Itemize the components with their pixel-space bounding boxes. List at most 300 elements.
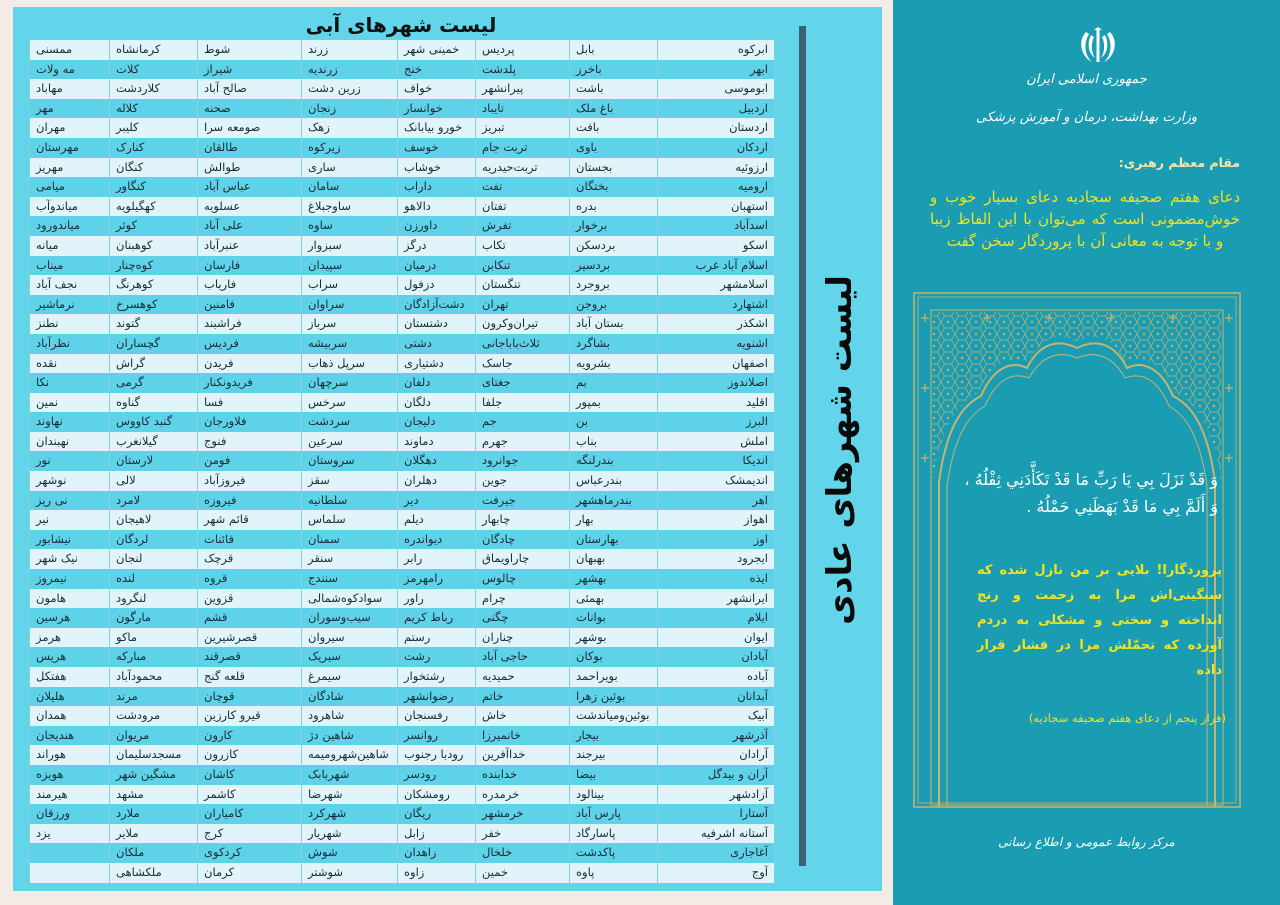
city-cell: پاوه — [570, 863, 658, 883]
table-row — [30, 177, 775, 197]
city-cell: فیروزه — [198, 491, 302, 511]
city-cell: همدان — [30, 706, 110, 726]
city-cell: سرباز — [302, 314, 398, 334]
city-cell: نکا — [30, 373, 110, 393]
city-cell: ساوه — [302, 216, 398, 236]
city-cell: مهر — [30, 99, 110, 119]
city-cell: بندرماهشهر — [570, 491, 658, 511]
city-cell: ایذه — [658, 569, 775, 589]
city-cell: شاهین‌شهرومیمه — [302, 745, 398, 765]
city-cell: بمپور — [570, 393, 658, 413]
table-row — [30, 530, 775, 550]
city-cell: بوئین زهرا — [570, 687, 658, 707]
city-cell: هیرمند — [30, 785, 110, 805]
city-cell: البرز — [658, 412, 775, 432]
city-cell: کوهسرخ — [110, 295, 198, 315]
city-cell: جوانرود — [476, 451, 570, 471]
table-row — [30, 863, 775, 883]
table-row — [30, 549, 775, 569]
city-cell: کرمان — [198, 863, 302, 883]
city-cell: بیجار — [570, 726, 658, 746]
city-cell: شهرضا — [302, 785, 398, 805]
table-row — [30, 471, 775, 491]
table-row — [30, 40, 775, 60]
city-cell: ایوان — [658, 628, 775, 648]
city-cell: پیرانشهر — [476, 79, 570, 99]
city-cell: دیر — [398, 491, 476, 511]
city-cell: بروجرد — [570, 275, 658, 295]
city-cell: ملکشاهی — [110, 863, 198, 883]
city-cell: بندرلنگه — [570, 451, 658, 471]
city-cell: دالاهو — [398, 197, 476, 217]
city-cell: آبیک — [658, 706, 775, 726]
city-cell: لنجان — [110, 549, 198, 569]
city-cell: سپیدان — [302, 256, 398, 276]
city-cell: اردکان — [658, 138, 775, 158]
city-cell: گنبد کاووس — [110, 412, 198, 432]
city-cell: دیلم — [398, 510, 476, 530]
city-cell: اسلام آباد غرب — [658, 256, 775, 276]
city-cell: بناب — [570, 432, 658, 452]
city-cell: اشکذر — [658, 314, 775, 334]
city-cell: بن — [570, 412, 658, 432]
city-cell: هوراند — [30, 745, 110, 765]
city-cell: مرند — [110, 687, 198, 707]
city-cell — [30, 843, 110, 863]
city-cell: آرادان — [658, 745, 775, 765]
city-cell: کردکوی — [198, 843, 302, 863]
city-cell: دهگلان — [398, 451, 476, 471]
city-cell: حاجی آباد — [476, 647, 570, 667]
table-row — [30, 99, 775, 119]
city-cell: شوشتر — [302, 863, 398, 883]
city-cell: هندیجان — [30, 726, 110, 746]
city-cell: گیلانغرب — [110, 432, 198, 452]
city-cell: قصرشیرین — [198, 628, 302, 648]
city-cell: داورزن — [398, 216, 476, 236]
city-cell: سبزوار — [302, 236, 398, 256]
city-cell: خوانسار — [398, 99, 476, 119]
table-row — [30, 491, 775, 511]
city-cell: آذرشهر — [658, 726, 775, 746]
city-cell: جهرم — [476, 432, 570, 452]
city-cell: برخوار — [570, 216, 658, 236]
table-row — [30, 295, 775, 315]
city-cell: داراب — [398, 177, 476, 197]
table-row — [30, 745, 775, 765]
city-cell: رستم — [398, 628, 476, 648]
city-cell: کاشمر — [198, 785, 302, 805]
table-row — [30, 589, 775, 609]
table-row — [30, 667, 775, 687]
city-cell: نجف آباد — [30, 275, 110, 295]
city-cell: تربت جام — [476, 138, 570, 158]
city-cell: شادگان — [302, 687, 398, 707]
city-cell: زنجان — [302, 99, 398, 119]
city-list-panel — [13, 7, 882, 891]
city-cell: خوشاب — [398, 158, 476, 178]
city-cell: نرماشیر — [30, 295, 110, 315]
city-cell: بم — [570, 373, 658, 393]
city-cell: ثلاث‌باباجانی — [476, 334, 570, 354]
table-row — [30, 334, 775, 354]
city-cell: اقلید — [658, 393, 775, 413]
city-cell: نی ریز — [30, 491, 110, 511]
city-cell: گناوه — [110, 393, 198, 413]
city-cell: هامون — [30, 589, 110, 609]
city-cell: دهلران — [398, 471, 476, 491]
table-row — [30, 79, 775, 99]
table-row — [30, 451, 775, 471]
city-cell: خرمشهر — [476, 804, 570, 824]
city-cell: اسدآباد — [658, 216, 775, 236]
city-cell: بردسکن — [570, 236, 658, 256]
city-cell: سروستان — [302, 451, 398, 471]
city-cell: فریدن — [198, 354, 302, 374]
vertical-title — [818, 240, 862, 660]
city-cell: خدابنده — [476, 765, 570, 785]
city-cell: مهاباد — [30, 79, 110, 99]
city-cell: کلات — [110, 60, 198, 80]
city-cell: رودبا رجنوب — [398, 745, 476, 765]
city-cell: بوئین‌ومیاندشت — [570, 706, 658, 726]
city-cell: حمیدیه — [476, 667, 570, 687]
city-cell: سیروان — [302, 628, 398, 648]
city-cell: چابهار — [476, 510, 570, 530]
city-cell: سراوان — [302, 295, 398, 315]
city-cell: فاریاب — [198, 275, 302, 295]
city-cell: نیشابور — [30, 530, 110, 550]
city-cell: بندرعباس — [570, 471, 658, 491]
city-cell: گرمی — [110, 373, 198, 393]
city-cell: تنکابن — [476, 256, 570, 276]
city-cell: جاسک — [476, 354, 570, 374]
city-cell: تربت‌حیدریه — [476, 158, 570, 178]
city-cell: رشت — [398, 647, 476, 667]
city-cell: قرچک — [198, 549, 302, 569]
city-cell: ملکان — [110, 843, 198, 863]
city-cell: قروه — [198, 569, 302, 589]
prayer-citation: (فراز پنجم از دعای هفتم صحیفه سجادیه) — [1028, 711, 1226, 725]
city-cell: شهربابک — [302, 765, 398, 785]
city-cell: مشگین شهر — [110, 765, 198, 785]
table-row — [30, 314, 775, 334]
city-cell: رامهرمز — [398, 569, 476, 589]
city-cell: تهران — [476, 295, 570, 315]
city-cell: سرعین — [302, 432, 398, 452]
city-cell: جلفا — [476, 393, 570, 413]
city-cell: خاتم — [476, 687, 570, 707]
city-cell: بوکان — [570, 647, 658, 667]
city-cell: سلماس — [302, 510, 398, 530]
table-row — [30, 393, 775, 413]
ornamental-arch-frame — [913, 292, 1241, 808]
city-cell: نهاوند — [30, 412, 110, 432]
city-cell: هلیلان — [30, 687, 110, 707]
panel-gap — [882, 0, 893, 905]
city-cell: جوین — [476, 471, 570, 491]
city-cell: اردبیل — [658, 99, 775, 119]
city-cell: فسا — [198, 393, 302, 413]
city-cell: فلاورجان — [198, 412, 302, 432]
city-cell: خفر — [476, 824, 570, 844]
city-cell: کهگیلویه — [110, 197, 198, 217]
table-row — [30, 412, 775, 432]
city-cell: چناران — [476, 628, 570, 648]
city-cell: شهرکرد — [302, 804, 398, 824]
city-cell: آزادشهر — [658, 785, 775, 805]
city-cell: کلاله — [110, 99, 198, 119]
city-cell: عسلویه — [198, 197, 302, 217]
city-cell: فومن — [198, 451, 302, 471]
city-cell: قائنات — [198, 530, 302, 550]
city-cell: بهشهر — [570, 569, 658, 589]
table-row — [30, 726, 775, 746]
city-cell: درمیان — [398, 256, 476, 276]
city-cell: اهر — [658, 491, 775, 511]
city-cell: نیمروز — [30, 569, 110, 589]
city-cell: تیران‌وکرون — [476, 314, 570, 334]
city-cell: گراش — [110, 354, 198, 374]
city-cell: آغاجاری — [658, 843, 775, 863]
city-cell: ایرانشهر — [658, 589, 775, 609]
city-cell: خمین — [476, 863, 570, 883]
city-cell: کازرون — [198, 745, 302, 765]
city-cell: ساری — [302, 158, 398, 178]
city-cell: قزوین — [198, 589, 302, 609]
city-cell: دشتستان — [398, 314, 476, 334]
city-cell: پارس آباد — [570, 804, 658, 824]
table-row — [30, 256, 775, 276]
city-cell: هرمز — [30, 628, 110, 648]
city-cell: هریس — [30, 647, 110, 667]
table-row — [30, 785, 775, 805]
city-cell: پاسارگاد — [570, 824, 658, 844]
city-cell: مشهد — [110, 785, 198, 805]
city-cell: رومشکان — [398, 785, 476, 805]
iran-emblem-icon — [1076, 26, 1120, 66]
city-cell: آران و بیدگل — [658, 765, 775, 785]
city-cell: چالوس — [476, 569, 570, 589]
table-row — [30, 354, 775, 374]
table-row — [30, 275, 775, 295]
city-cell: دلگان — [398, 393, 476, 413]
city-cell: پاکدشت — [570, 843, 658, 863]
city-cell: چادگان — [476, 530, 570, 550]
city-cell: بشاگرد — [570, 334, 658, 354]
city-cell: لردگان — [110, 530, 198, 550]
table-row — [30, 118, 775, 138]
city-cell: عباس آباد — [198, 177, 302, 197]
city-cell: شهریار — [302, 824, 398, 844]
city-cell: اشنویه — [658, 334, 775, 354]
city-cell: لالی — [110, 471, 198, 491]
city-cell: چرام — [476, 589, 570, 609]
city-cell: بهمئی — [570, 589, 658, 609]
table-row — [30, 432, 775, 452]
city-cell: سیمرغ — [302, 667, 398, 687]
city-cell: دلفان — [398, 373, 476, 393]
city-cell: زرین دشت — [302, 79, 398, 99]
city-cell: کاشان — [198, 765, 302, 785]
city-cell: تفت — [476, 177, 570, 197]
city-cell: خوسف — [398, 138, 476, 158]
city-cell: دزفول — [398, 275, 476, 295]
city-cell: قوچان — [198, 687, 302, 707]
city-cell: آباده — [658, 667, 775, 687]
table-row — [30, 824, 775, 844]
table-row — [30, 373, 775, 393]
city-cell: میاندوآب — [30, 197, 110, 217]
city-cell: بهارستان — [570, 530, 658, 550]
table-row — [30, 197, 775, 217]
city-cell: خنج — [398, 60, 476, 80]
city-cell: سربیشه — [302, 334, 398, 354]
city-cell: دشت‌آزادگان — [398, 295, 476, 315]
city-cell: رابر — [398, 549, 476, 569]
table-row — [30, 236, 775, 256]
city-cell: کامیاران — [198, 804, 302, 824]
city-cell: سرچهان — [302, 373, 398, 393]
city-cell: سقز — [302, 471, 398, 491]
city-cell: آبدانان — [658, 687, 775, 707]
city-cell: بویراحمد — [570, 667, 658, 687]
city-cell: ایجرود — [658, 549, 775, 569]
city-cell: باشت — [570, 79, 658, 99]
city-cell: بینالود — [570, 785, 658, 805]
city-cell: شاهین دژ — [302, 726, 398, 746]
city-cell: زاوه — [398, 863, 476, 883]
city-cell: زهک — [302, 118, 398, 138]
ministry-name: وزارت بهداشت، درمان و آموزش پزشکی — [975, 110, 1198, 125]
city-cell: لاهیجان — [110, 510, 198, 530]
city-cell: ماکو — [110, 628, 198, 648]
city-cell: املش — [658, 432, 775, 452]
city-cell: چاراویماق — [476, 549, 570, 569]
city-cell: مهران — [30, 118, 110, 138]
city-cell: خمینی شهر — [398, 40, 476, 60]
city-cell: نیر — [30, 510, 110, 530]
city-cell: ابهر — [658, 60, 775, 80]
city-cell: ملایر — [110, 824, 198, 844]
city-cell: جیرفت — [476, 491, 570, 511]
city-cell: فامنین — [198, 295, 302, 315]
city-cell: تایباد — [476, 99, 570, 119]
city-cell: خاش — [476, 706, 570, 726]
city-cell: بختگان — [570, 177, 658, 197]
city-cell: زاهدان — [398, 843, 476, 863]
city-cell: بابل — [570, 40, 658, 60]
city-cell: لنده — [110, 569, 198, 589]
city-cell: مارگون — [110, 608, 198, 628]
city-cell: زابل — [398, 824, 476, 844]
city-cell: سیب‌وسوران — [302, 608, 398, 628]
city-cell: هرسین — [30, 608, 110, 628]
city-cell: جم — [476, 412, 570, 432]
poster-panel — [893, 0, 1280, 905]
table-row — [30, 60, 775, 80]
city-cell: رضوانشهر — [398, 687, 476, 707]
city-cell: رودسر — [398, 765, 476, 785]
city-cell: لارستان — [110, 451, 198, 471]
city-cell: سیریک — [302, 647, 398, 667]
city-cell: مسجدسلیمان — [110, 745, 198, 765]
table-row — [30, 843, 775, 863]
city-cell: چگنی — [476, 608, 570, 628]
city-cell: دشتی — [398, 334, 476, 354]
city-cell: اوز — [658, 530, 775, 550]
city-cell: خانمیرزا — [476, 726, 570, 746]
city-cell: اهواز — [658, 510, 775, 530]
city-cell: رشتخوار — [398, 667, 476, 687]
city-table-body — [30, 40, 775, 883]
city-cell: قصرقند — [198, 647, 302, 667]
city-cell: ارزوئیه — [658, 158, 775, 178]
city-cell: سوادکوه‌شمالی — [302, 589, 398, 609]
city-cell: اصفهان — [658, 354, 775, 374]
table-row — [30, 569, 775, 589]
city-cell: نمین — [30, 393, 110, 413]
city-cell: جغتای — [476, 373, 570, 393]
city-cell: بشرویه — [570, 354, 658, 374]
city-cell: آبادان — [658, 647, 775, 667]
city-cell: اسکو — [658, 236, 775, 256]
city-cell: بهار — [570, 510, 658, 530]
city-cell: میانه — [30, 236, 110, 256]
city-cell: شوش — [302, 843, 398, 863]
city-cell: شاهرود — [302, 706, 398, 726]
city-cell: مهرستان — [30, 138, 110, 158]
city-cell: تنگستان — [476, 275, 570, 295]
city-cell: فنوج — [198, 432, 302, 452]
city-cell: کوهرنگ — [110, 275, 198, 295]
city-cell: بستان آباد — [570, 314, 658, 334]
city-cell — [30, 863, 110, 883]
city-cell: نظرآباد — [30, 334, 110, 354]
city-cell: بروجن — [570, 295, 658, 315]
city-cell: نوشهر — [30, 471, 110, 491]
city-cell: صومعه سرا — [198, 118, 302, 138]
city-cell: آوج — [658, 863, 775, 883]
city-cell: سامان — [302, 177, 398, 197]
city-cell: کوهبنان — [110, 236, 198, 256]
city-cell: کنگان — [110, 158, 198, 178]
city-cell: کلیبر — [110, 118, 198, 138]
city-cell: نقده — [30, 354, 110, 374]
city-cell: کوه‌چنار — [110, 256, 198, 276]
city-cell: گچساران — [110, 334, 198, 354]
city-cell: کنگاور — [110, 177, 198, 197]
city-cell: لامرد — [110, 491, 198, 511]
city-cell: مرودشت — [110, 706, 198, 726]
vertical-title-text: لیست شهرهای عادی — [820, 274, 860, 626]
table-row — [30, 804, 775, 824]
city-cell: آستارا — [658, 804, 775, 824]
city-cell: روانسر — [398, 726, 476, 746]
city-cell: سرپل ذهاب — [302, 354, 398, 374]
quote-intro: دعای هفتم صحیفه سجادیه دعای بسیار خوب و خوش‌مضمونی است که می‌توان با این الفاظ زیبا و با توجه به معانی آن با پروردگار سخن گفت — [930, 188, 1240, 250]
city-cell: هویزه — [30, 765, 110, 785]
city-cell: شوط — [198, 40, 302, 60]
city-cell: محمودآباد — [110, 667, 198, 687]
city-cell: ملارد — [110, 804, 198, 824]
city-cell: بهبهان — [570, 549, 658, 569]
city-cell: طوالش — [198, 158, 302, 178]
city-cell: ابوموسی — [658, 79, 775, 99]
table-row — [30, 765, 775, 785]
city-cell: دلیجان — [398, 412, 476, 432]
vertical-divider-bar — [799, 26, 806, 866]
